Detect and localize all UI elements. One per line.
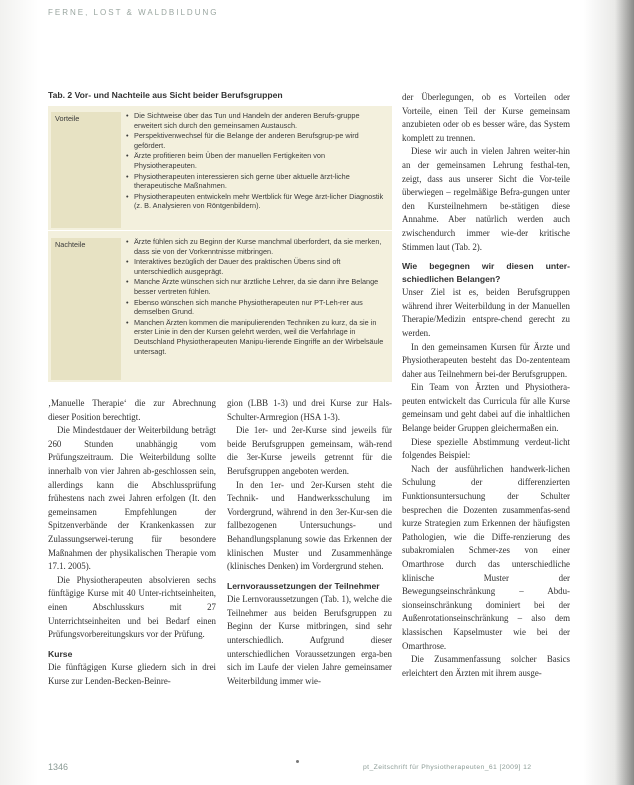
list-item: • Perspektivenwechsel für die Belange der anderen Berufsgrup-pe wird gefördert. (126, 131, 388, 150)
print-mark (296, 760, 299, 763)
list-item: • Physiotherapeuten interessieren sich gerne über aktuelle ärzt-liche therapeutische Maßnahmen. (126, 172, 388, 191)
paragraph: gion (LBB 1-3) und drei Kurse zur Hals-Schulter-Armregion (HSA 1-3). (227, 398, 392, 422)
table-title: Tab. 2 Vor- und Nachteile aus Sicht beider Berufsgruppen (48, 90, 283, 100)
text-column-1 (48, 397, 216, 688)
list-item: • Manche Ärzte wünschen sich nur ärztliche Lehrer, da sie dann ihre Belange besser vertreten fühlen. (126, 277, 388, 296)
table-row-disadvantages (48, 232, 392, 382)
list-item: • Ärzte fühlen sich zu Beginn der Kurse manchmal überfordert, da sie merken, dass sie von der Vorkenntnisse mitbringen. (126, 237, 388, 256)
list-item: • Interaktives bezüglich der Dauer des praktischen Übens sind oft unterschiedlich ausgeprägt. (126, 257, 388, 276)
paragraph: Ein Team von Ärzten und Physiothera-peuten entwickelt das Curricula für alle Kurse gemeinsam und geht dabei auf die inhaltlichen Belange beider Gruppen gleichermaßen ein. (402, 382, 570, 434)
disadvantages-list (126, 237, 388, 357)
section-heading: Lernvoraussetzungen der Teilnehmer (227, 580, 380, 591)
running-head: FERNE, LOST & WALDBILDUNG (48, 8, 219, 17)
section-heading: Kurse (48, 648, 73, 659)
table-row-advantages (48, 106, 392, 231)
advantages-list (126, 111, 388, 212)
paragraph: der Überlegungen, ob es Vorteilen oder Vorteile, einen Teil der Kurse gemeinsam anzubieten oder ob es besser wäre, das System komplett zu trennen. (402, 92, 570, 143)
paragraph: Die Physiotherapeuten absolvieren sechs fünftägige Kurse mit 40 Unter-richtseinheiten, einen Abschlusskurs mit 27 Unterrichtseinheiten und bei Bedarf einen Prüfungsvorbereitungskurs vor der Prüfung. (48, 574, 216, 640)
paragraph: Die Mindestdauer der Weiterbildung beträgt 260 Stunden unabhängig vom Prüfungszeitraum. Die Weiterbildung sollte innerhalb von vier Jahren ab-geschlossen sein, allerdings kann die Abschlussprüfung frühestens nach zwei Jahren erfolgen (It. den gemeinsamen Empfehlungen der Spitzenverbände der Krankenkassen zur Zulassungserwei-terung für besondere Maßnahmen der physikalischen Therapie vom 17.1. 2005). (48, 425, 216, 572)
paragraph: Die Lernvoraussetzungen (Tab. 1), welche die Teilnehmer aus beiden Berufsgruppen zu Beginn der Kurse mitbringen, sind sehr unterschiedlich. Aufgrund dieser unterschiedlichen Voraussetzungen erga-ben sich im Laufe der vielen Jahre gemeinsamer Weiterbildung immer wie- (227, 594, 392, 686)
list-item: • Die Sichtweise über das Tun und Handeln der anderen Berufs-gruppe erweitert sich durch den gemeinsamen Austausch. (126, 111, 388, 130)
list-item: • Physiotherapeuten entwickeln mehr Wertblick für Wege ärzt-licher Diagnostik (z. B. Analysieren von Röntgenbildern). (126, 192, 388, 211)
section-heading: Wie begegnen wir diesen unter-schiedlichen Belangen? (402, 261, 570, 284)
page-number: 1346 (48, 762, 69, 772)
paragraph: Diese spezielle Abstimmung verdeut-licht folgendes Beispiel: (402, 436, 570, 461)
paragraph: In den 1er- und 2er-Kursen steht die Technik- und Handwerksschulung im Vordergrund, während in den 3er-Kur-sen die fallbezogenen Untersuchungs- und Behandlungsplanung sowie das Erkennen der klinischen Muster und Zusammenhänge (klinisches Denken) im Vordergrund stehen. (227, 479, 392, 572)
list-item: • Ärzte profitieren beim Üben der manuellen Fertigkeiten von Physiotherapeuten. (126, 151, 388, 170)
paragraph: Diese wir auch in vielen Jahren weiter-hin an der gemeinsamen Lehrung festhal-ten, zeigt, dass aus unserer Sicht die Vor-teile überwiegen – regelmäßige Befra-gungen unter den Kursteilnehmern be-stätigen diese Annahme. Aber natürlich werden auch zwischendurch immer wie-der kritische Stimmen laut (Tab. 2). (402, 146, 570, 252)
paragraph: ‚Manuelle Therapie‘ die zur Abrechnung dieser Position berechtigt. (48, 398, 216, 422)
pros-cons-table (48, 106, 392, 382)
row-label-advantages: Vorteile (51, 112, 121, 228)
paragraph: Unser Ziel ist es, beiden Berufsgruppen während ihrer Weiterbildung in der Manuellen Therapie/Medizin entspre-chend gerecht zu werden. (402, 287, 570, 338)
paragraph: Die Zusammenfassung solcher Basics erleichtert den Ärzten mit ihrem ausge- (402, 654, 570, 678)
list-item: • Manchen Ärzten kommen die manipulierenden Techniken zu kurz, da sie in erster Linie in den der Kursen gelehrt werden, weil die Verfahrlage in Deutschland Physiotherapeuten Manipu-lierende Eingriffe an der Wirbelsäule untersagt. (126, 318, 388, 356)
row-label-disadvantages: Nachteile (51, 238, 121, 380)
journal-citation: pt_Zeitschrift für Physiotherapeuten_61 [2009] 12 (363, 764, 532, 771)
text-column-3 (402, 91, 570, 680)
paragraph: Die fünftägigen Kurse gliedern sich in drei Kurse zur Lenden-Becken-Beinre- (48, 662, 216, 686)
paragraph: Nach der ausführlichen handwerk-lichen Schulung der differenzierten Funktionsuntersuchung der Schulter besprechen die Dozenten zusammenfas-send kurze Strategien zum Erkennen der häufigsten Pathologien, wie die Diffe-renzierung des subakromialen Schmer-zes von einer Omarthrose durch das unterschiedliche klinische Muster der Bewegungseinschränkung – Abdu-sionseinschränkung dominiert bei der Außenrotationseinschränkung – also dem klassischen Kapselmuster wie bei der Omarthrose. (402, 463, 570, 651)
list-item: • Ebenso wünschen sich manche Physiotherapeuten nur PT-Leh-rer aus demselben Grund. (126, 298, 388, 317)
text-column-2 (227, 397, 392, 688)
paragraph: Die 1er- und 2er-Kurse sind jeweils für beide Berufsgruppen gemeinsam, wäh-rend die 3er-Kurse jeweils getrennt für die Berufsgruppen angeboten werden. (227, 425, 392, 476)
paragraph: In den gemeinsamen Kursen für Ärzte und Physiotherapeuten besteht das Do-zententeam daher aus Teilnehmern bei-der Berufsgruppen. (402, 341, 570, 379)
